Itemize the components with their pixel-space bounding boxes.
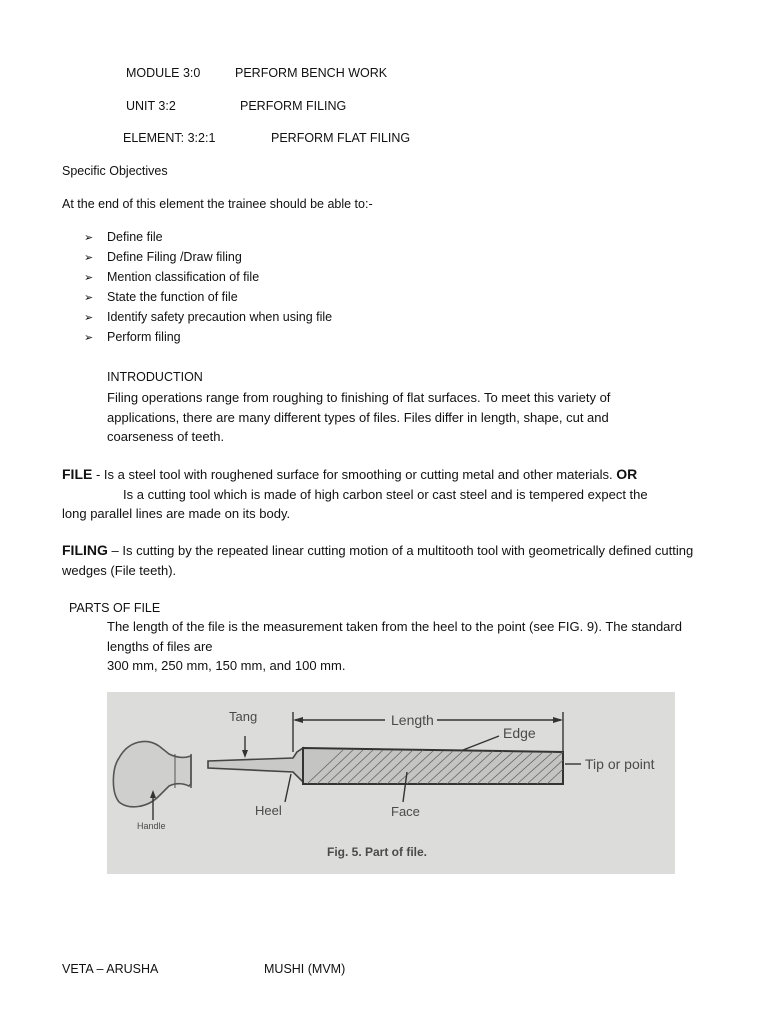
- arrow-bullet-icon: ➢: [84, 252, 94, 264]
- label-length: Length: [391, 712, 434, 728]
- parts-heading: PARTS OF FILE: [69, 601, 161, 615]
- module-title: PERFORM BENCH WORK: [235, 66, 388, 80]
- footer-right: MUSHI (MVM): [264, 962, 346, 976]
- unit-title: PERFORM FILING: [240, 99, 347, 113]
- figure-caption: Fig. 5. Part of file.: [327, 845, 428, 859]
- label-edge: Edge: [503, 725, 536, 741]
- label-tip-or-point: Tip or point: [585, 756, 655, 772]
- arrow-bullet-icon: ➢: [84, 292, 94, 304]
- file-parts-figure: [107, 692, 675, 874]
- introduction-text: Filing operations range from roughing to finishing of flat surfaces. To meet this variety of applications, there are many different types of files. Files differ in length, shape, cut and coarseness of teeth.: [107, 390, 611, 444]
- list-item: ➢ State the function of file: [84, 290, 238, 304]
- label-heel: Heel: [255, 803, 282, 818]
- label-tang: Tang: [229, 709, 258, 724]
- introduction-heading: INTRODUCTION: [107, 370, 203, 384]
- or-term: OR: [616, 466, 638, 482]
- list-item: ➢ Identify safety precaution when using file: [84, 310, 333, 324]
- objectives-heading: Specific Objectives: [62, 164, 168, 178]
- parts-text: The length of the file is the measurement taken from the heel to the point (see FIG. 9). The standard lengths of files are 300 mm, 250 mm, 150 mm, and 100 mm.: [107, 619, 682, 673]
- list-item: ➢ Define Filing /Draw filing: [84, 250, 242, 264]
- filing-definition: FILING – Is cutting by the repeated linear cutting motion of a multitooth tool with geometrically defined cutting wedges (File teeth).: [62, 542, 694, 578]
- footer-left: VETA – ARUSHA: [62, 962, 159, 976]
- objectives-intro: At the end of this element the trainee should be able to:-: [62, 197, 373, 211]
- arrow-bullet-icon: ➢: [84, 312, 94, 324]
- list-item: ➢ Define file: [84, 230, 163, 244]
- arrow-bullet-icon: ➢: [84, 332, 94, 344]
- arrow-bullet-icon: ➢: [84, 232, 94, 244]
- file-definition: FILE - Is a steel tool with roughened surface for smoothing or cutting metal and other materials. OR Is a cutting tool which is made of high carbon steel or cast steel and is tempered expect the long parallel lines are made on its body.: [62, 466, 648, 521]
- filing-term: FILING: [62, 542, 108, 558]
- list-item: ➢ Perform filing: [84, 330, 181, 344]
- file-term: FILE: [62, 466, 93, 482]
- label-handle: Handle: [137, 821, 166, 831]
- file-tang-shape: [208, 748, 303, 782]
- module-label: MODULE 3:0: [126, 66, 201, 80]
- list-item: ➢ Mention classification of file: [84, 270, 260, 284]
- element-title: PERFORM FLAT FILING: [271, 131, 411, 145]
- element-label: ELEMENT: 3:2:1: [123, 131, 216, 145]
- arrow-bullet-icon: ➢: [84, 272, 94, 284]
- unit-label: UNIT 3:2: [126, 99, 176, 113]
- label-face: Face: [391, 804, 420, 819]
